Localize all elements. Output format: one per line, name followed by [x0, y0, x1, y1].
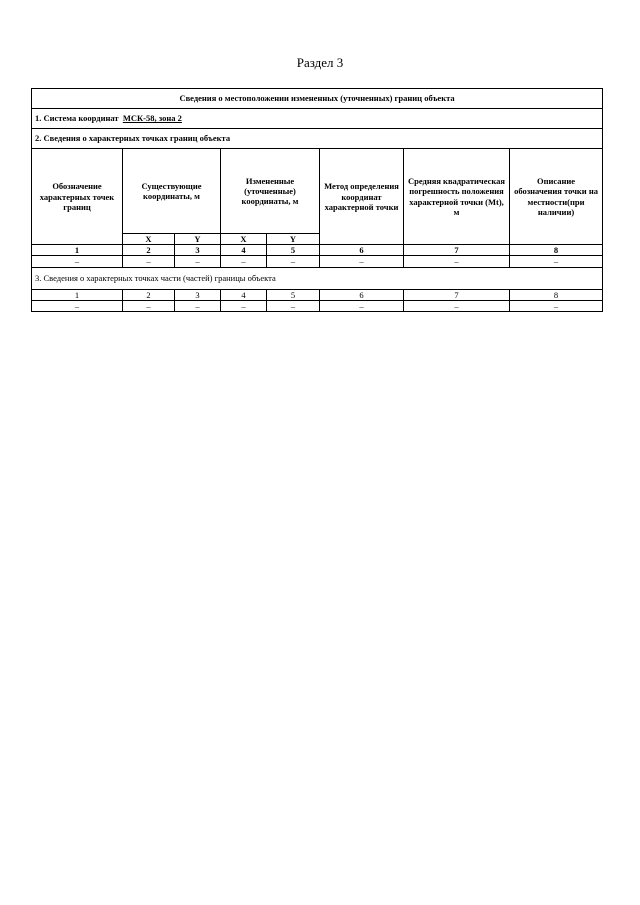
sub-header-existing-y: Y [175, 234, 221, 245]
table-cell: – [32, 300, 123, 311]
table-cell: – [510, 300, 603, 311]
table-cell: – [320, 300, 404, 311]
column-number: 5 [267, 289, 320, 300]
table-cell: – [221, 256, 267, 267]
section3-heading: 3. Сведения о характерных точках части (частей) границы объекта [32, 267, 603, 289]
section2-heading: 2. Сведения о характерных точках границ объекта [32, 129, 603, 149]
table-cell: – [267, 256, 320, 267]
column-number: 4 [221, 245, 267, 256]
table-cell: – [404, 300, 510, 311]
sub-header-changed-x: X [221, 234, 267, 245]
table-cell: – [267, 300, 320, 311]
header-existing-coordinates: Существующие координаты, м [123, 149, 221, 234]
table-cell: – [404, 256, 510, 267]
coordinate-system-value: МСК-58, зона 2 [122, 113, 182, 124]
table-row [32, 256, 603, 267]
table-cell: – [175, 256, 221, 267]
sub-header-existing-x: X [123, 234, 175, 245]
column-number: 5 [267, 245, 320, 256]
header-description: Описание обозначения точки на местности(при наличии) [510, 149, 603, 245]
column-number: 3 [175, 245, 221, 256]
column-number: 3 [175, 289, 221, 300]
table-row [32, 300, 603, 311]
coordinate-system-label: 1. Система координат [35, 113, 119, 124]
table-cell: – [32, 256, 123, 267]
column-number-row [32, 245, 603, 256]
column-number: 7 [404, 245, 510, 256]
table-cell: – [123, 300, 175, 311]
column-number-row-2 [32, 289, 603, 300]
column-number: 2 [123, 289, 175, 300]
table-cell: – [175, 300, 221, 311]
sub-header-changed-y: Y [267, 234, 320, 245]
header-method: Метод определения координат характерной точки [320, 149, 404, 245]
coordinate-system-row [32, 109, 603, 129]
column-number: 8 [510, 289, 603, 300]
column-number: 7 [404, 289, 510, 300]
table-title: Сведения о местоположении измененных (уточненных) границ объекта [32, 89, 603, 109]
column-number: 1 [32, 289, 123, 300]
column-number: 6 [320, 245, 404, 256]
column-number: 4 [221, 289, 267, 300]
table-cell: – [221, 300, 267, 311]
header-point-designation: Обозначение характерных точек границ [32, 149, 123, 245]
column-number: 6 [320, 289, 404, 300]
header-changed-coordinates: Измененные (уточненные) координаты, м [221, 149, 320, 234]
page-title: Раздел 3 [296, 55, 344, 70]
boundary-table [31, 88, 603, 312]
table-cell: – [320, 256, 404, 267]
column-number: 1 [32, 245, 123, 256]
table-cell: – [510, 256, 603, 267]
table-cell: – [123, 256, 175, 267]
column-number: 8 [510, 245, 603, 256]
column-number: 2 [123, 245, 175, 256]
header-error: Средняя квадратическая погрешность положения характерной точки (Mt), м [404, 149, 510, 245]
